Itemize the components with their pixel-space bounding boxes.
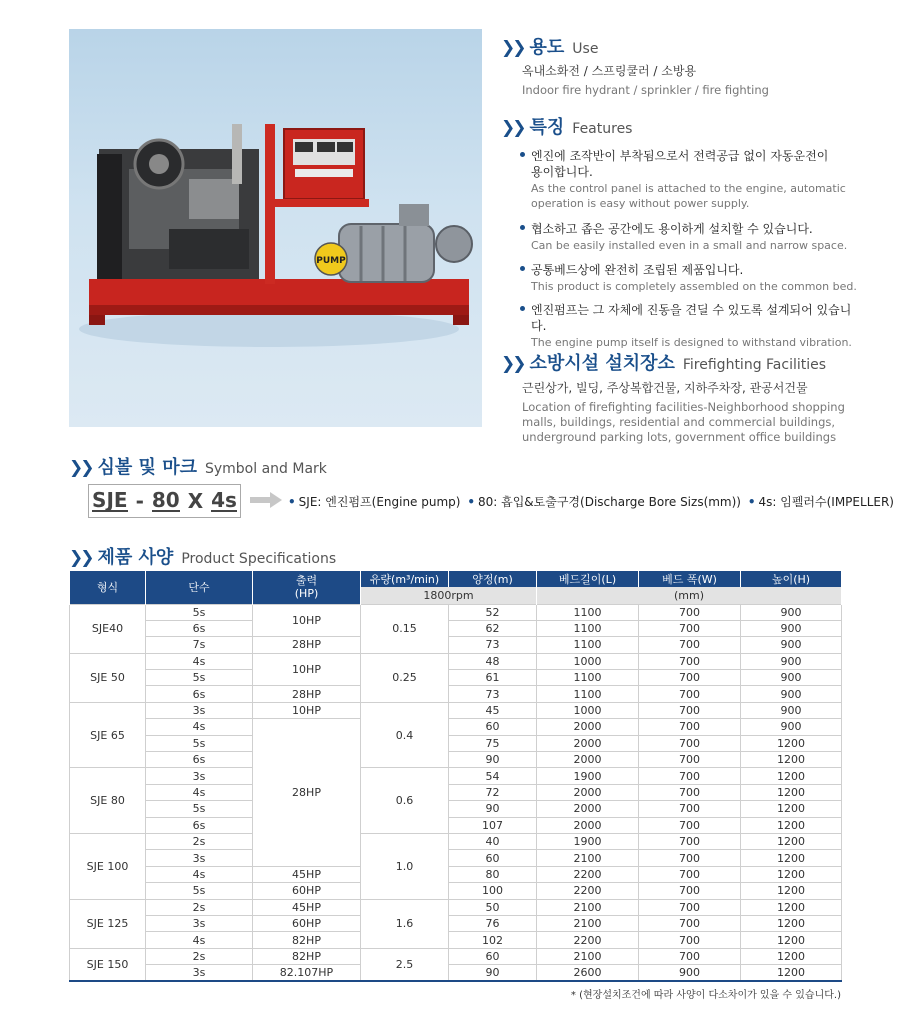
spec-title-ko: 제품 사양 xyxy=(97,547,174,568)
double-chevron-icon: ❯❯ xyxy=(501,38,524,58)
feature-text-en: As the control panel is attached to the engine, automatic xyxy=(531,182,846,195)
feature-text-ko: 엔진펌프는 그 자체에 진동을 견딜 수 있도록 설계되어 있습니다. xyxy=(531,303,852,333)
feature-text-en: This product is completely assembled on the common bed. xyxy=(531,280,857,293)
col-header-stages: 단수 xyxy=(146,571,253,604)
table-row: SJE 125 2s 45HP 1.6 50 2100 700 1200 xyxy=(70,899,842,915)
table-row: 4s 45HP 80 2200 700 1200 xyxy=(70,866,842,882)
table-row: SJE 65 3s 10HP 0.4 45 1000 700 900 xyxy=(70,702,842,718)
table-row: 3s 60 2100 700 1200 xyxy=(70,850,842,866)
bullet-icon xyxy=(520,266,525,271)
use-title-ko: 용도 xyxy=(529,37,565,58)
col-header-flow: 유량(m³/min) xyxy=(361,571,449,587)
spec-table xyxy=(69,571,842,982)
table-row: 3s 60HP 76 2100 700 1200 xyxy=(70,915,842,931)
facilities-title-ko: 소방시설 설치장소 xyxy=(529,353,675,374)
code-part-sje: SJE xyxy=(92,488,128,512)
symbol-title-en: Symbol and Mark xyxy=(204,461,327,477)
code-part-80: 80 xyxy=(151,488,180,512)
col-header-height: 높이(H) xyxy=(741,571,842,587)
table-row: 6s 90 2000 700 1200 xyxy=(70,752,842,768)
table-row: 5s 61 1100 700 900 xyxy=(70,670,842,686)
bullet-icon: • xyxy=(467,495,475,509)
code-desc-1: SJE: 엔진펌프(Engine pump) xyxy=(298,495,461,509)
product-photo xyxy=(69,29,482,427)
table-row: 7s 28HP 73 1100 700 900 xyxy=(70,637,842,653)
feature-item xyxy=(520,302,860,350)
table-row: 6s 28HP 73 1100 700 900 xyxy=(70,686,842,702)
code-part-4s: 4s xyxy=(211,488,237,512)
bullet-icon xyxy=(520,306,525,311)
table-row: SJE 80 3s 0.6 54 1900 700 1200 xyxy=(70,768,842,784)
table-row: 4s 28HP 60 2000 700 900 xyxy=(70,719,842,735)
engine-pump-illustration xyxy=(69,29,482,427)
facilities-text-en: underground parking lots, government office buildings xyxy=(522,430,837,444)
facilities-title-en: Firefighting Facilities xyxy=(682,357,827,373)
symbol-heading xyxy=(69,453,327,479)
facilities-text-ko: 근린상가, 빌딩, 주상복합건물, 지하주차장, 관공서건물 xyxy=(522,381,808,395)
col-header-output: 출력 (HP) xyxy=(253,571,361,604)
features-title-en: Features xyxy=(572,121,633,137)
use-text-en: Indoor fire hydrant / sprinkler / fire fighting xyxy=(522,83,769,97)
model-code-box xyxy=(88,484,241,518)
mm-subheader: (mm) xyxy=(537,587,842,604)
table-row: 3s 82.107HP 90 2600 900 1200 xyxy=(70,965,842,982)
feature-text-ko: 엔진에 조작반이 부착됨으로서 전력공급 없이 자동운전이 xyxy=(531,149,829,163)
features-title-ko: 특징 xyxy=(529,117,565,138)
symbol-title-ko: 심볼 및 마크 xyxy=(97,457,197,478)
table-row: SJE40 5s 10HP 0.15 52 1100 700 900 xyxy=(70,604,842,620)
code-dash: - xyxy=(135,489,144,513)
table-row: 5s 90 2000 700 1200 xyxy=(70,801,842,817)
feature-item xyxy=(520,262,860,294)
feature-text-ko: 협소하고 좁은 공간에도 용이하게 설치할 수 있습니다. xyxy=(531,222,813,236)
footnote: * (현장설치조건에 따라 사양이 다소차이가 있을 수 있습니다.) xyxy=(570,990,841,1001)
bullet-icon: • xyxy=(747,495,756,509)
pump-badge-label: PUMP xyxy=(316,256,346,266)
col-header-model: 형식 xyxy=(70,571,146,604)
rpm-subheader: 1800rpm xyxy=(361,587,537,604)
table-row: 6s 62 1100 700 900 xyxy=(70,620,842,636)
bullet-icon xyxy=(520,225,525,230)
feature-item xyxy=(520,221,860,253)
use-title-en: Use xyxy=(572,41,599,57)
feature-text-en: operation is easy without power supply. xyxy=(531,197,750,210)
bullet-icon xyxy=(520,152,525,157)
feature-text-ko: 용이합니다. xyxy=(531,165,593,179)
double-chevron-icon: ❯❯ xyxy=(501,354,524,374)
facilities-text-en: malls, buildings, residential and commercial buildings, xyxy=(522,415,836,429)
table-row: 5s 75 2000 700 1200 xyxy=(70,735,842,751)
features-heading xyxy=(501,113,632,139)
code-desc-2: 80: 흡입&토출구경(Discharge Bore Sizs(mm)) xyxy=(477,495,741,509)
double-chevron-icon: ❯❯ xyxy=(501,118,524,138)
code-description xyxy=(285,493,894,510)
table-row: SJE 50 4s 10HP 0.25 48 1000 700 900 xyxy=(70,653,842,669)
double-chevron-icon: ❯❯ xyxy=(69,458,92,478)
table-row: 4s 72 2000 700 1200 xyxy=(70,784,842,800)
col-header-head: 양정(m) xyxy=(449,571,537,587)
table-row: SJE 100 2s 1.0 40 1900 700 1200 xyxy=(70,833,842,849)
feature-text-ko: 공통베드상에 완전히 조립된 제품입니다. xyxy=(531,263,744,277)
col-header-bed-length: 베드길이(L) xyxy=(537,571,639,587)
spec-title-en: Product Specifications xyxy=(181,551,337,567)
feature-text-en: The engine pump itself is designed to withstand vibration. xyxy=(531,336,852,349)
table-row: 6s 107 2000 700 1200 xyxy=(70,817,842,833)
facilities-text-en: Location of firefighting facilities-Neighborhood shopping xyxy=(522,400,845,414)
code-x: X xyxy=(187,489,204,513)
table-row: SJE 150 2s 82HP 2.5 60 2100 700 1200 xyxy=(70,948,842,964)
double-chevron-icon: ❯❯ xyxy=(69,548,92,568)
use-heading xyxy=(501,33,598,59)
table-row: 5s 60HP 100 2200 700 1200 xyxy=(70,883,842,899)
bullet-icon: • xyxy=(288,495,296,509)
feature-text-en: Can be easily installed even in a small and narrow space. xyxy=(531,239,848,252)
col-header-bed-width: 베드 폭(W) xyxy=(639,571,741,587)
use-text-ko: 옥내소화전 / 스프링쿨러 / 소방용 xyxy=(522,64,697,78)
feature-item xyxy=(520,148,860,211)
arrow-right-icon xyxy=(250,492,282,508)
code-desc-3: 4s: 임펠러수(IMPELLER) xyxy=(758,495,894,509)
facilities-heading xyxy=(501,349,826,375)
table-row: 4s 82HP 102 2200 700 1200 xyxy=(70,932,842,948)
spec-heading xyxy=(69,543,336,569)
